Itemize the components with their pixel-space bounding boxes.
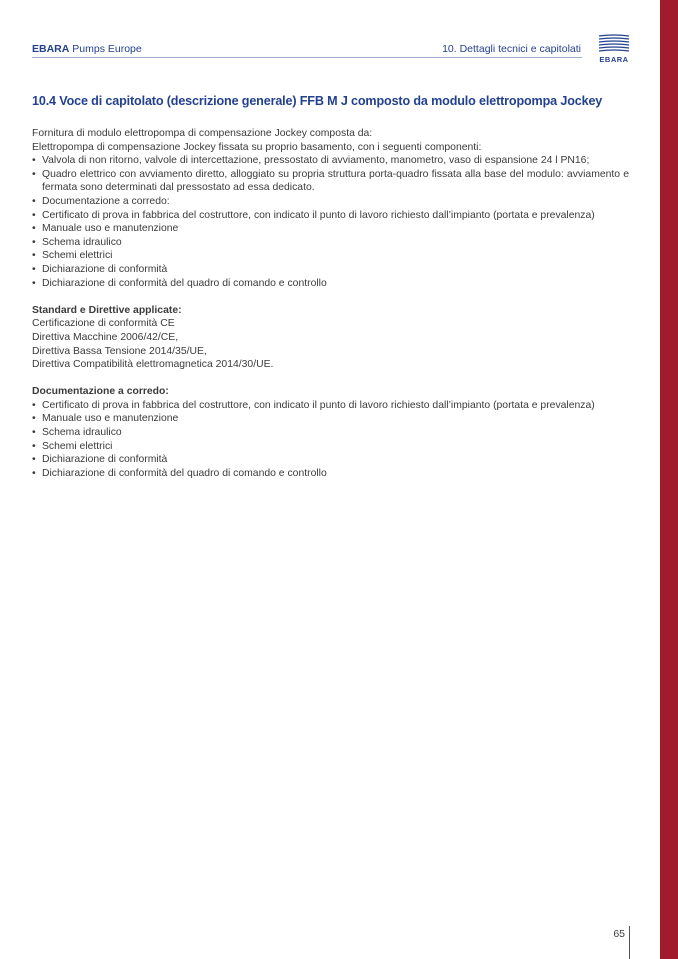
intro-line: Fornitura di modulo elettropompa di compensazione Jockey composta da: [32, 128, 373, 139]
standards-line: Direttiva Macchine 2006/42/CE, [32, 331, 179, 343]
list-item: • Valvola di non ritorno, valvole di intercettazione, pressostato di avviamento, manometro, vaso di espansione 24 l PN16; [32, 154, 629, 168]
documentation-list [32, 399, 629, 481]
list-item: • Certificato di prova in fabbrica del costruttore, con indicato il punto di lavoro richiesto dall’impianto (portata e prevalenza) [32, 209, 629, 223]
list-item: • Schema idraulico [32, 426, 629, 440]
header-brand [32, 43, 142, 55]
specification-body [32, 127, 629, 480]
header-divider [32, 57, 582, 58]
spacer [32, 290, 629, 304]
page-number: 65 [613, 928, 625, 940]
list-item: • Dichiarazione di conformità [32, 453, 629, 467]
list-item: • Documentazione a corredo: [32, 195, 629, 209]
header-section: 10. Dettagli tecnici e capitolati [442, 43, 581, 55]
standards-heading: Standard e Direttive applicate: [32, 304, 182, 316]
list-item: • Dichiarazione di conformità [32, 263, 629, 277]
ebara-logo [597, 33, 631, 66]
brand-suffix: Pumps Europe [69, 43, 142, 55]
wave-logo-icon [597, 33, 631, 55]
components-list [32, 154, 629, 290]
list-item: • Manuale uso e manutenzione [32, 222, 629, 236]
list-item: • Schemi elettrici [32, 249, 629, 263]
list-item: • Manuale uso e manutenzione [32, 412, 629, 426]
documentation-heading: Documentazione a corredo: [32, 386, 169, 398]
page-number-divider [629, 926, 630, 959]
list-item: • Schema idraulico [32, 236, 629, 250]
list-item: • Dichiarazione di conformità del quadro di comando e controllo [32, 467, 629, 481]
list-item: • Dichiarazione di conformità del quadro di comando e controllo [32, 277, 629, 291]
list-item: • Schemi elettrici [32, 440, 629, 454]
list-item: • Certificato di prova in fabbrica del costruttore, con indicato il punto di lavoro richiesto dall’impianto (portata e prevalenza) [32, 399, 629, 413]
standards-line: Direttiva Compatibilità elettromagnetica 2014/30/UE. [32, 359, 274, 371]
logo-wordmark: EBARA [599, 55, 629, 64]
brand-name: EBARA [32, 43, 70, 55]
section-title: 10.4 Voce di capitolato (descrizione generale) FFB M J composto da modulo elettropompa Jockey [32, 94, 603, 108]
spacer [32, 372, 629, 386]
standards-line: Direttiva Bassa Tensione 2014/35/UE, [32, 345, 207, 357]
intro-line: Elettropompa di compensazione Jockey fissata su proprio basamento, con i seguenti componenti: [32, 141, 482, 153]
standards-line: Certificazione di conformità CE [32, 318, 175, 330]
list-item: • Quadro elettrico con avviamento diretto, alloggiato su propria struttura porta-quadro fissata alla base del modulo: avviamento e fermata sono determinati dal pressostato ad essa dedicato. [32, 168, 629, 195]
red-side-band [660, 0, 678, 959]
